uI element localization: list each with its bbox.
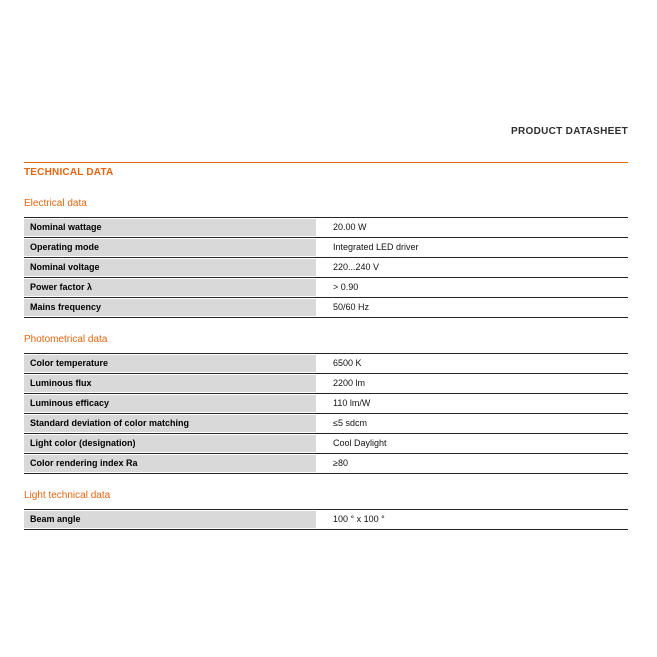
row-value: ≥80 [316, 454, 628, 473]
row-label: Beam angle [24, 510, 316, 529]
row-value: 220...240 V [316, 258, 628, 277]
row-label: Light color (designation) [24, 434, 316, 453]
row-value: 6500 K [316, 354, 628, 373]
row-value: 50/60 Hz [316, 298, 628, 317]
row-label: Luminous flux [24, 374, 316, 393]
table-row [24, 217, 628, 237]
section-heading: Photometrical data [24, 334, 108, 345]
row-label: Operating mode [24, 238, 316, 257]
sections [24, 198, 628, 530]
row-value: Integrated LED driver [316, 238, 628, 257]
content-area [24, 162, 628, 530]
row-value: Cool Daylight [316, 434, 628, 453]
section-heading: Light technical data [24, 490, 111, 501]
section-light-technical-data [24, 490, 628, 530]
table-row [24, 237, 628, 257]
row-value: 110 lm/W [316, 394, 628, 413]
document-type-label: PRODUCT DATASHEET [511, 126, 628, 137]
row-value: > 0.90 [316, 278, 628, 297]
row-value: ≤5 sdcm [316, 414, 628, 433]
row-value: 2200 lm [316, 374, 628, 393]
section-photometrical-data [24, 334, 628, 474]
table-row [24, 433, 628, 453]
accent-divider [24, 162, 628, 163]
table-row [24, 277, 628, 297]
row-value: 100 ° x 100 ° [316, 510, 628, 529]
page-title: TECHNICAL DATA [24, 167, 114, 178]
row-label: Nominal wattage [24, 218, 316, 237]
row-label: Nominal voltage [24, 258, 316, 277]
row-value: 20.00 W [316, 218, 628, 237]
table-row [24, 509, 628, 529]
table-row [24, 297, 628, 317]
row-label: Power factor λ [24, 278, 316, 297]
section-heading: Electrical data [24, 198, 87, 209]
row-label: Luminous efficacy [24, 394, 316, 413]
table-row [24, 453, 628, 473]
spec-table [24, 217, 628, 318]
row-label: Color temperature [24, 354, 316, 373]
spec-table [24, 509, 628, 530]
table-row [24, 257, 628, 277]
spec-table [24, 353, 628, 474]
row-label: Mains frequency [24, 298, 316, 317]
table-row [24, 393, 628, 413]
row-label: Standard deviation of color matching [24, 414, 316, 433]
section-electrical-data [24, 198, 628, 318]
table-row [24, 373, 628, 393]
row-label: Color rendering index Ra [24, 454, 316, 473]
table-row [24, 413, 628, 433]
table-row [24, 353, 628, 373]
